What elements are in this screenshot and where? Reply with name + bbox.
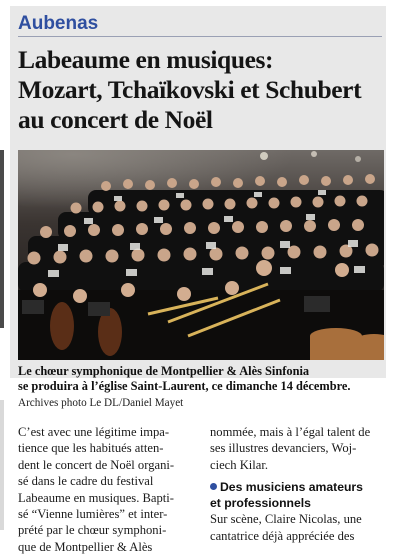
choir-and-orchestra-photo bbox=[18, 150, 384, 360]
body-line: ciech Kilar. bbox=[210, 457, 269, 472]
body-line: que de Montpellier & Alès bbox=[18, 539, 153, 554]
subhead-line: et professionnels bbox=[210, 495, 311, 510]
headline-line: Labeaume en musiques: bbox=[18, 45, 274, 74]
body-line: sé “Vienne lumières” et inter- bbox=[18, 507, 168, 522]
body-line: cantatrice déjà appréciée des bbox=[210, 528, 355, 543]
body-line: sé dans le cadre du festival bbox=[18, 474, 154, 489]
body-line: dent le concert de Noël organi- bbox=[18, 457, 175, 472]
body-line: prété par le chœur symphoni- bbox=[18, 523, 167, 538]
body-line: tience que les habitués atten- bbox=[18, 441, 164, 456]
adjacent-photo-edge bbox=[0, 150, 4, 328]
section-header bbox=[18, 12, 382, 37]
caption-line: se produira à l’église Saint-Laurent, ce dimanche 14 décembre. bbox=[18, 379, 351, 393]
body-line: Labeaume en musiques. Bapti- bbox=[18, 490, 174, 505]
article-subhead bbox=[210, 480, 386, 511]
headline-line: au concert de Noël bbox=[18, 105, 213, 134]
article-column-left bbox=[18, 424, 206, 555]
body-line: ses illustres devanciers, Woj- bbox=[210, 441, 357, 456]
subhead-line: Des musiciens amateurs bbox=[220, 480, 363, 495]
bullet-icon bbox=[210, 483, 217, 490]
body-line: Sur scène, Claire Nicolas, une bbox=[210, 512, 362, 527]
headline-line: Mozart, Tchaïkovski et Schubert bbox=[18, 75, 362, 104]
headline bbox=[18, 45, 384, 135]
article-column-right bbox=[210, 424, 386, 544]
caption-line: Le chœur symphonique de Montpellier & Alès Sinfonia bbox=[18, 364, 310, 378]
body-line: nommée, mais à l’égal talent de bbox=[210, 425, 371, 439]
adjacent-column-edge bbox=[0, 400, 4, 530]
photo-credit: Archives photo Le DL/Daniel Mayet bbox=[18, 397, 184, 409]
body-line: C’est avec une légitime impa- bbox=[18, 425, 170, 439]
section-name: Aubenas bbox=[18, 13, 99, 34]
photo-caption bbox=[18, 364, 386, 394]
